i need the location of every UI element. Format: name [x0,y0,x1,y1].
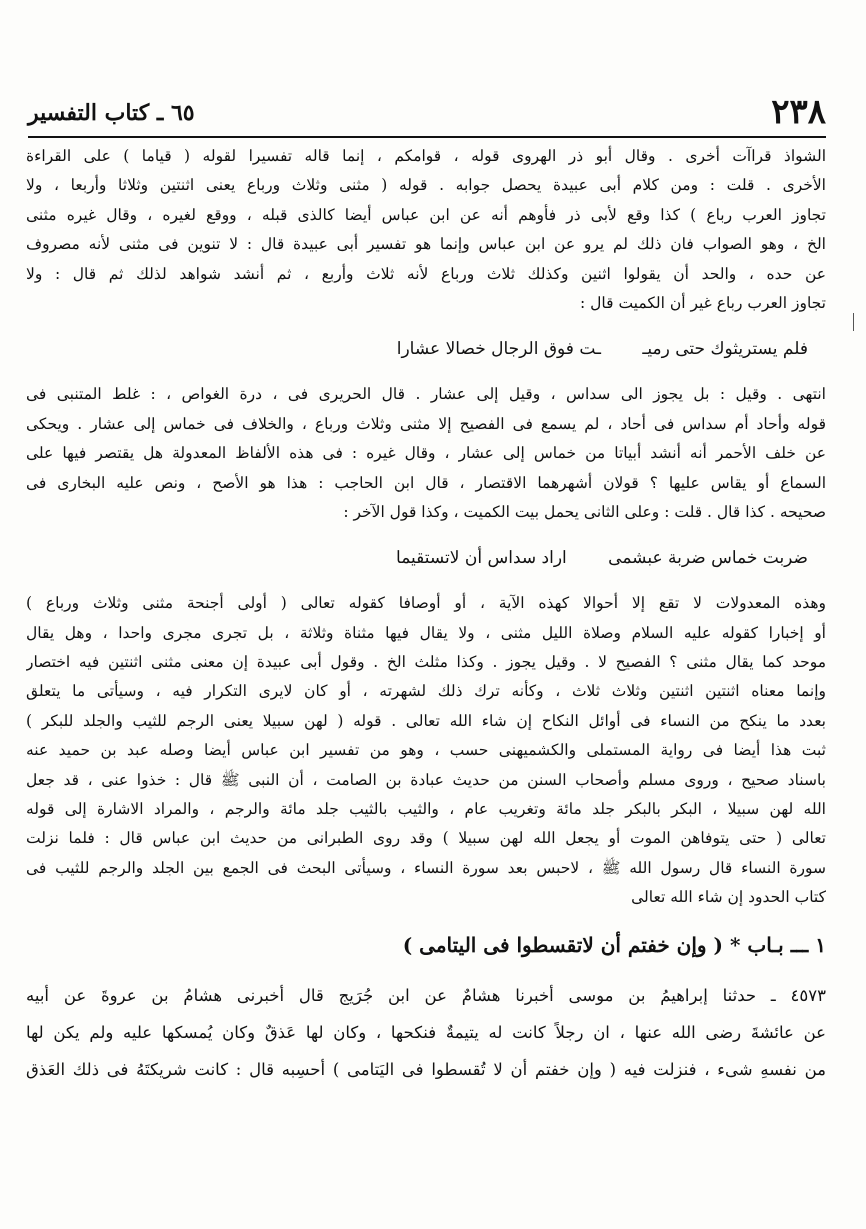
header-rule [28,136,826,138]
commentary-line: عن خلف الأحمر أنه أنشد أبياتا من خماس إلى عشار ، وقال غيره : فى هذه الألفاظ المعدولة هل يقتصر فيها على [26,444,826,463]
commentary-line: ثبت هذا أيضا فى رواية المستملى والكشميهنى حسب ، وهو من تفسير ابن عباس أيضا وصله عبد بن حميد عنه [26,741,826,760]
commentary-line: قوله وأحاد أم سداس فى أحاد ، لم يسمع فى الفصيح إلا مثنى وثلاث ورباع ، والخلاف فى خماس إلى عشار . ويحكى [26,414,826,433]
hadith-line: عن عائشةَ رضى الله عنها ، ان رجلاً كانت له يتيمةٌ فنكحها ، وكان لها عَذقٌ وكان يُمسكها عليه ولم يكن لها [26,1022,826,1042]
commentary-line: صحيحه . كذا قال . قلت : وعلى الثانى يحمل بيت الكميت ، وكذا قول الآخر : [343,502,826,521]
commentary-line: باسناد صحيح ، وروى مسلم وأصحاب السنن من حديث عبادة بن الصامت ، أن النبى ﷺ قال : خذوا عنى ، قد جعل [26,770,826,789]
commentary-line: أو إخبارا كقوله عليه السلام وصلاة الليل مثنى ، ولا يقال فيها مثناة وثلاثة ، بل تجرى مجرى واحدا ، وهل يقال [26,623,826,642]
commentary-line: عن حده ، والحد أن يقولوا اثنين وكذلك ثلاث ورباع لأنه ثلاث وأربع ، ثم أنشد شواهد لذلك ثم قال : ولا [26,264,826,283]
commentary-line: الأخرى . قلت : ومن كلام أبى عبيدة يحصل جوابه . قوله ( مثنى وثلاث ورباع يعنى اثنتين وثلاثا وأربعا ، ولا [26,176,826,195]
commentary-line: تجاوز العرب رباع غير أن الكميت قال : [579,293,826,312]
commentary-line: انتهى . وقيل : بل يجوز الى سداس ، وقيل إلى عشار . قال الحريرى فى ، درة الغواص ، : غلط المتنبى فى [26,385,826,404]
poetry-verse-1 [26,318,826,380]
verse-hemistich-right: فلم يستريثوك حتى رميـ [642,339,808,360]
page-number: ٢٣٨ [771,92,826,132]
page-header [28,92,826,136]
commentary-line: الله لهن سبيلا ، البكر بالبكر جلد مائة وتغريب عام ، والثيب بالثيب جلد مائة والرجم ، والمراد الاشارة إلى قوله [26,800,826,819]
commentary-line: الشواذ قراآت أخرى . وقال أبو ذر الهروى قوله ، قوامكم ، إنما قاله تفسيرا لقوله ( قياما ) على القراءة [26,147,826,165]
commentary-line: تعالى ( حتى يتوفاهن الموت أو يجعل الله لهن سبيلا ) وقد روى الطبرانى من حديث ابن عباس قال : فلما نزلت [26,829,826,848]
margin-mark [853,313,854,331]
hadith-line: من نفسهِ شىء ، فنزلت فيه ( وإن خفتم أن لا تُقسطوا فى اليَتامى ) أحسِبه قال : كانت شريكتَهُ فى ذلك العَذق [26,1059,826,1079]
commentary-line: الخ ، وهو الصواب فان ذلك لم يرو عن ابن عباس وإنما هو تفسير أبى عبيدة قال : لا تنوين فى مثنى لأنه مصروف [26,235,826,254]
verse-hemistich-left: ـت فوق الرجال خصالا عشارا [396,339,602,360]
commentary-body [26,142,826,1088]
verse-hemistich-left: اراد سداس أن لاتستقيما [396,548,567,569]
commentary-line: سورة النساء قال رسول الله ﷺ ، لاحبس بعد سورة النساء ، وسيأتى البحث فى الجمع بين الجلد والرجم للثيب فى [26,858,826,877]
verse-hemistich-right: ضربت خماس ضربة عبشمى [608,548,808,569]
commentary-line: كتاب الحدود إن شاء الله تعالى [631,888,826,907]
chapter-heading: ١ ـــ بـاب * ( وإن خفتم أن لاتقسطوا فى اليتامى ) [402,932,826,957]
commentary-line: وهذه المعدولات لا تقع إلا أحوالا كهذه الآية ، أو أوصافا كقوله تعالى ( أولى أجنحة مثنى وثلاث ورباع ) [26,594,826,613]
commentary-line: موحد كما يقال مثنى ؟ الفصيح لا . وقيل يجوز . وكذا مثلث الخ . وقول أبى عبيدة إن معنى مثنى اثنتين فيه اختصار [26,653,826,672]
commentary-line: السماع أو يقاس عليها ؟ قولان أشهرهما الاقتصار ، قال ابن الحاجب : هذا هو الأصح ، ونص عليه البخارى فى [26,473,826,492]
commentary-line: وإنما معناه اثنتين اثنتين وثلاث ثلاث ، وكأنه ترك ذلك لشهرته ، أو كان لايرى التكرار فيه ، وسيأتى ما يتعلق [26,682,826,701]
running-head: ٦٥ ـ كتاب التفسير [28,100,195,126]
commentary-line: بعدد ما ينكح من النساء فى أوائل النكاح إن شاء الله تعالى . قوله ( لهن سبيلا يعنى الرجم للثيب والجلد للبكر ) [26,711,826,730]
commentary-line: تجاوز العرب رباع ) كذا وقع لأبى ذر فأوهم أنه عن ابن عباس أيضا كالذى قبله ، ووقع لغيره ، وقال غيره مثنى [26,205,826,224]
hadith-line: ٤٥٧٣ ـ حدثنا إبراهيمُ بن موسى أخبرنا هشامٌ عن ابن جُرَيج قال أخبرنى هشامُ بن عروةَ عن أبيه [26,985,826,1005]
poetry-verse-2 [26,527,826,589]
